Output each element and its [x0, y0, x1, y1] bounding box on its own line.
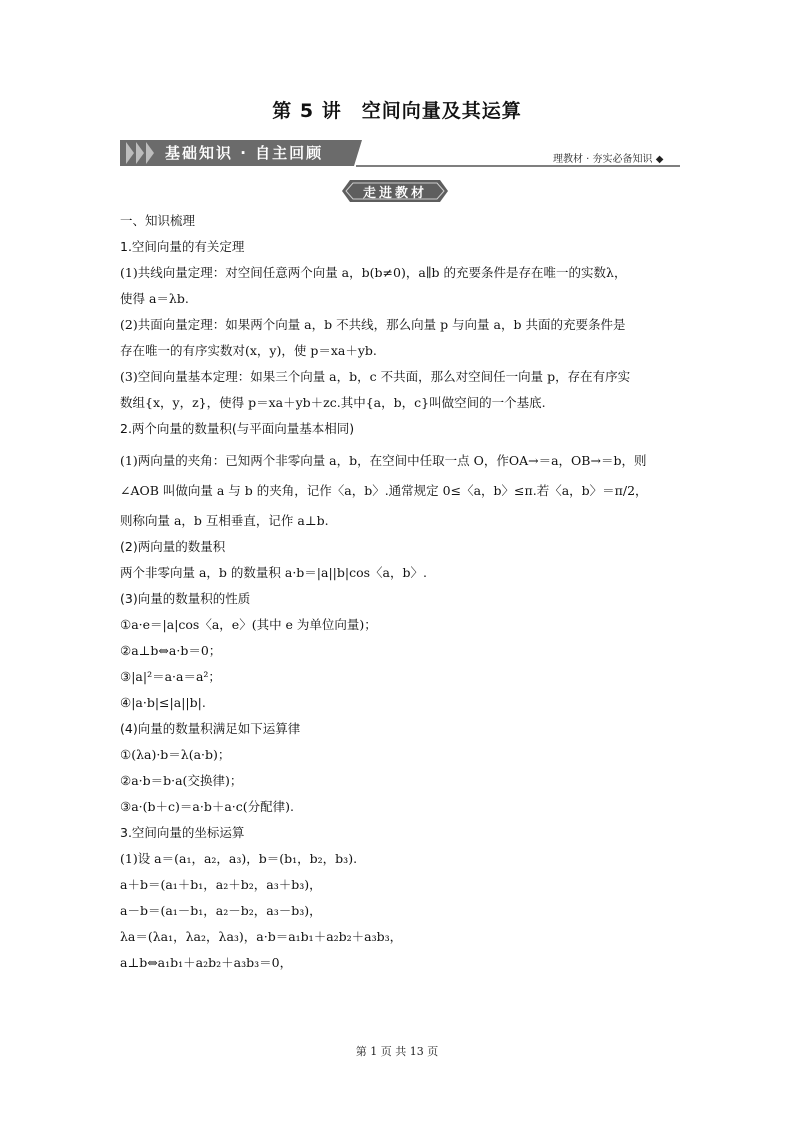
- paragraph-line: ②a⊥b⇔a·b＝0；: [120, 643, 222, 658]
- paragraph-line: a⊥b⇔a₁b₁＋a₂b₂＋a₃b₃＝0，: [120, 955, 293, 970]
- paragraph-line: 数组{x，y，z}，使得 p＝xa＋yb＋zc.其中{a，b，c}叫做空间的一个基底.: [120, 395, 546, 410]
- paragraph-line: 则称向量 a，b 互相垂直，记作 a⊥b.: [120, 513, 329, 528]
- heading-subsection: (4)向量的数量积满足如下运算律: [120, 721, 301, 736]
- paragraph-line: λa＝(λa₁，λa₂，λa₃)，a·b＝a₁b₁＋a₂b₂＋a₃b₃，: [120, 929, 403, 944]
- heading-subsection: (3)向量的数量积的性质: [120, 591, 251, 606]
- paragraph-line: a＋b＝(a₁＋b₁，a₂＋b₂，a₃＋b₃)，: [120, 877, 322, 892]
- paragraph-line: ③a·(b＋c)＝a·b＋a·c(分配律).: [120, 799, 294, 814]
- banner-right-label: 理教材 · 夯实必备知识 ◆: [553, 154, 664, 165]
- page-footer: 第 1 页 共 13 页: [355, 1045, 439, 1058]
- paragraph-line: ①a·e＝|a|cos〈a，e〉(其中 e 为单位向量)；: [120, 617, 377, 632]
- paragraph-line: 两个非零向量 a，b 的数量积 a·b＝|a||b|cos〈a，b〉.: [120, 565, 427, 580]
- paragraph-line: ②a·b＝b·a(交换律)；: [120, 773, 243, 788]
- paragraph-line: (1)共线向量定理：对空间任意两个向量 a，b(b≠0)，a∥b 的充要条件是存在唯一的实数λ，: [120, 265, 627, 280]
- paragraph-line: (1)设 a＝(a₁，a₂，a₃)，b＝(b₁，b₂，b₃).: [120, 851, 358, 866]
- page-title: 第 5 讲 空间向量及其运算: [272, 100, 522, 122]
- paragraph-line: a－b＝(a₁－b₁，a₂－b₂，a₃－b₃)，: [120, 903, 322, 918]
- section-pill-label: 走进教材: [362, 186, 427, 201]
- paragraph-line: 存在唯一的有序实数对(x，y)，使 p＝xa＋yb.: [120, 343, 377, 358]
- heading-dot-product: 2.两个向量的数量积(与平面向量基本相同): [120, 421, 355, 436]
- paragraph-line: (3)空间向量基本定理：如果三个向量 a，b，c 不共面，那么对空间任一向量 p，存在有序实: [120, 369, 631, 384]
- paragraph-line: ①(λa)·b＝λ(a·b)；: [120, 747, 231, 762]
- heading-theorems: 1.空间向量的有关定理: [120, 239, 245, 254]
- heading-coordinates: 3.空间向量的坐标运算: [120, 825, 245, 840]
- paragraph-line: 使得 a＝λb.: [120, 291, 189, 306]
- paragraph-line: (1)两向量的夹角：已知两个非零向量 a，b，在空间中任取一点 O，作OA→＝a，OB→＝b，则: [120, 453, 647, 468]
- banner-label: 基础知识 · 自主回顾: [165, 144, 324, 162]
- heading-subsection: (2)两向量的数量积: [120, 539, 226, 554]
- paragraph-line: (2)共面向量定理：如果两个向量 a，b 不共线，那么向量 p 与向量 a，b 共面的充要条件是: [120, 317, 626, 332]
- paragraph-line: ③|a|²＝a·a＝a²；: [120, 669, 221, 684]
- document-body: [120, 208, 685, 976]
- paragraph-line: ④|a·b|≤|a||b|.: [120, 695, 206, 710]
- heading-knowledge: 一、知识梳理: [120, 213, 196, 228]
- paragraph-line: ∠AOB 叫做向量 a 与 b 的夹角，记作〈a，b〉.通常规定 0≤〈a，b〉≤π.若〈a，b〉＝π/2，: [120, 483, 648, 498]
